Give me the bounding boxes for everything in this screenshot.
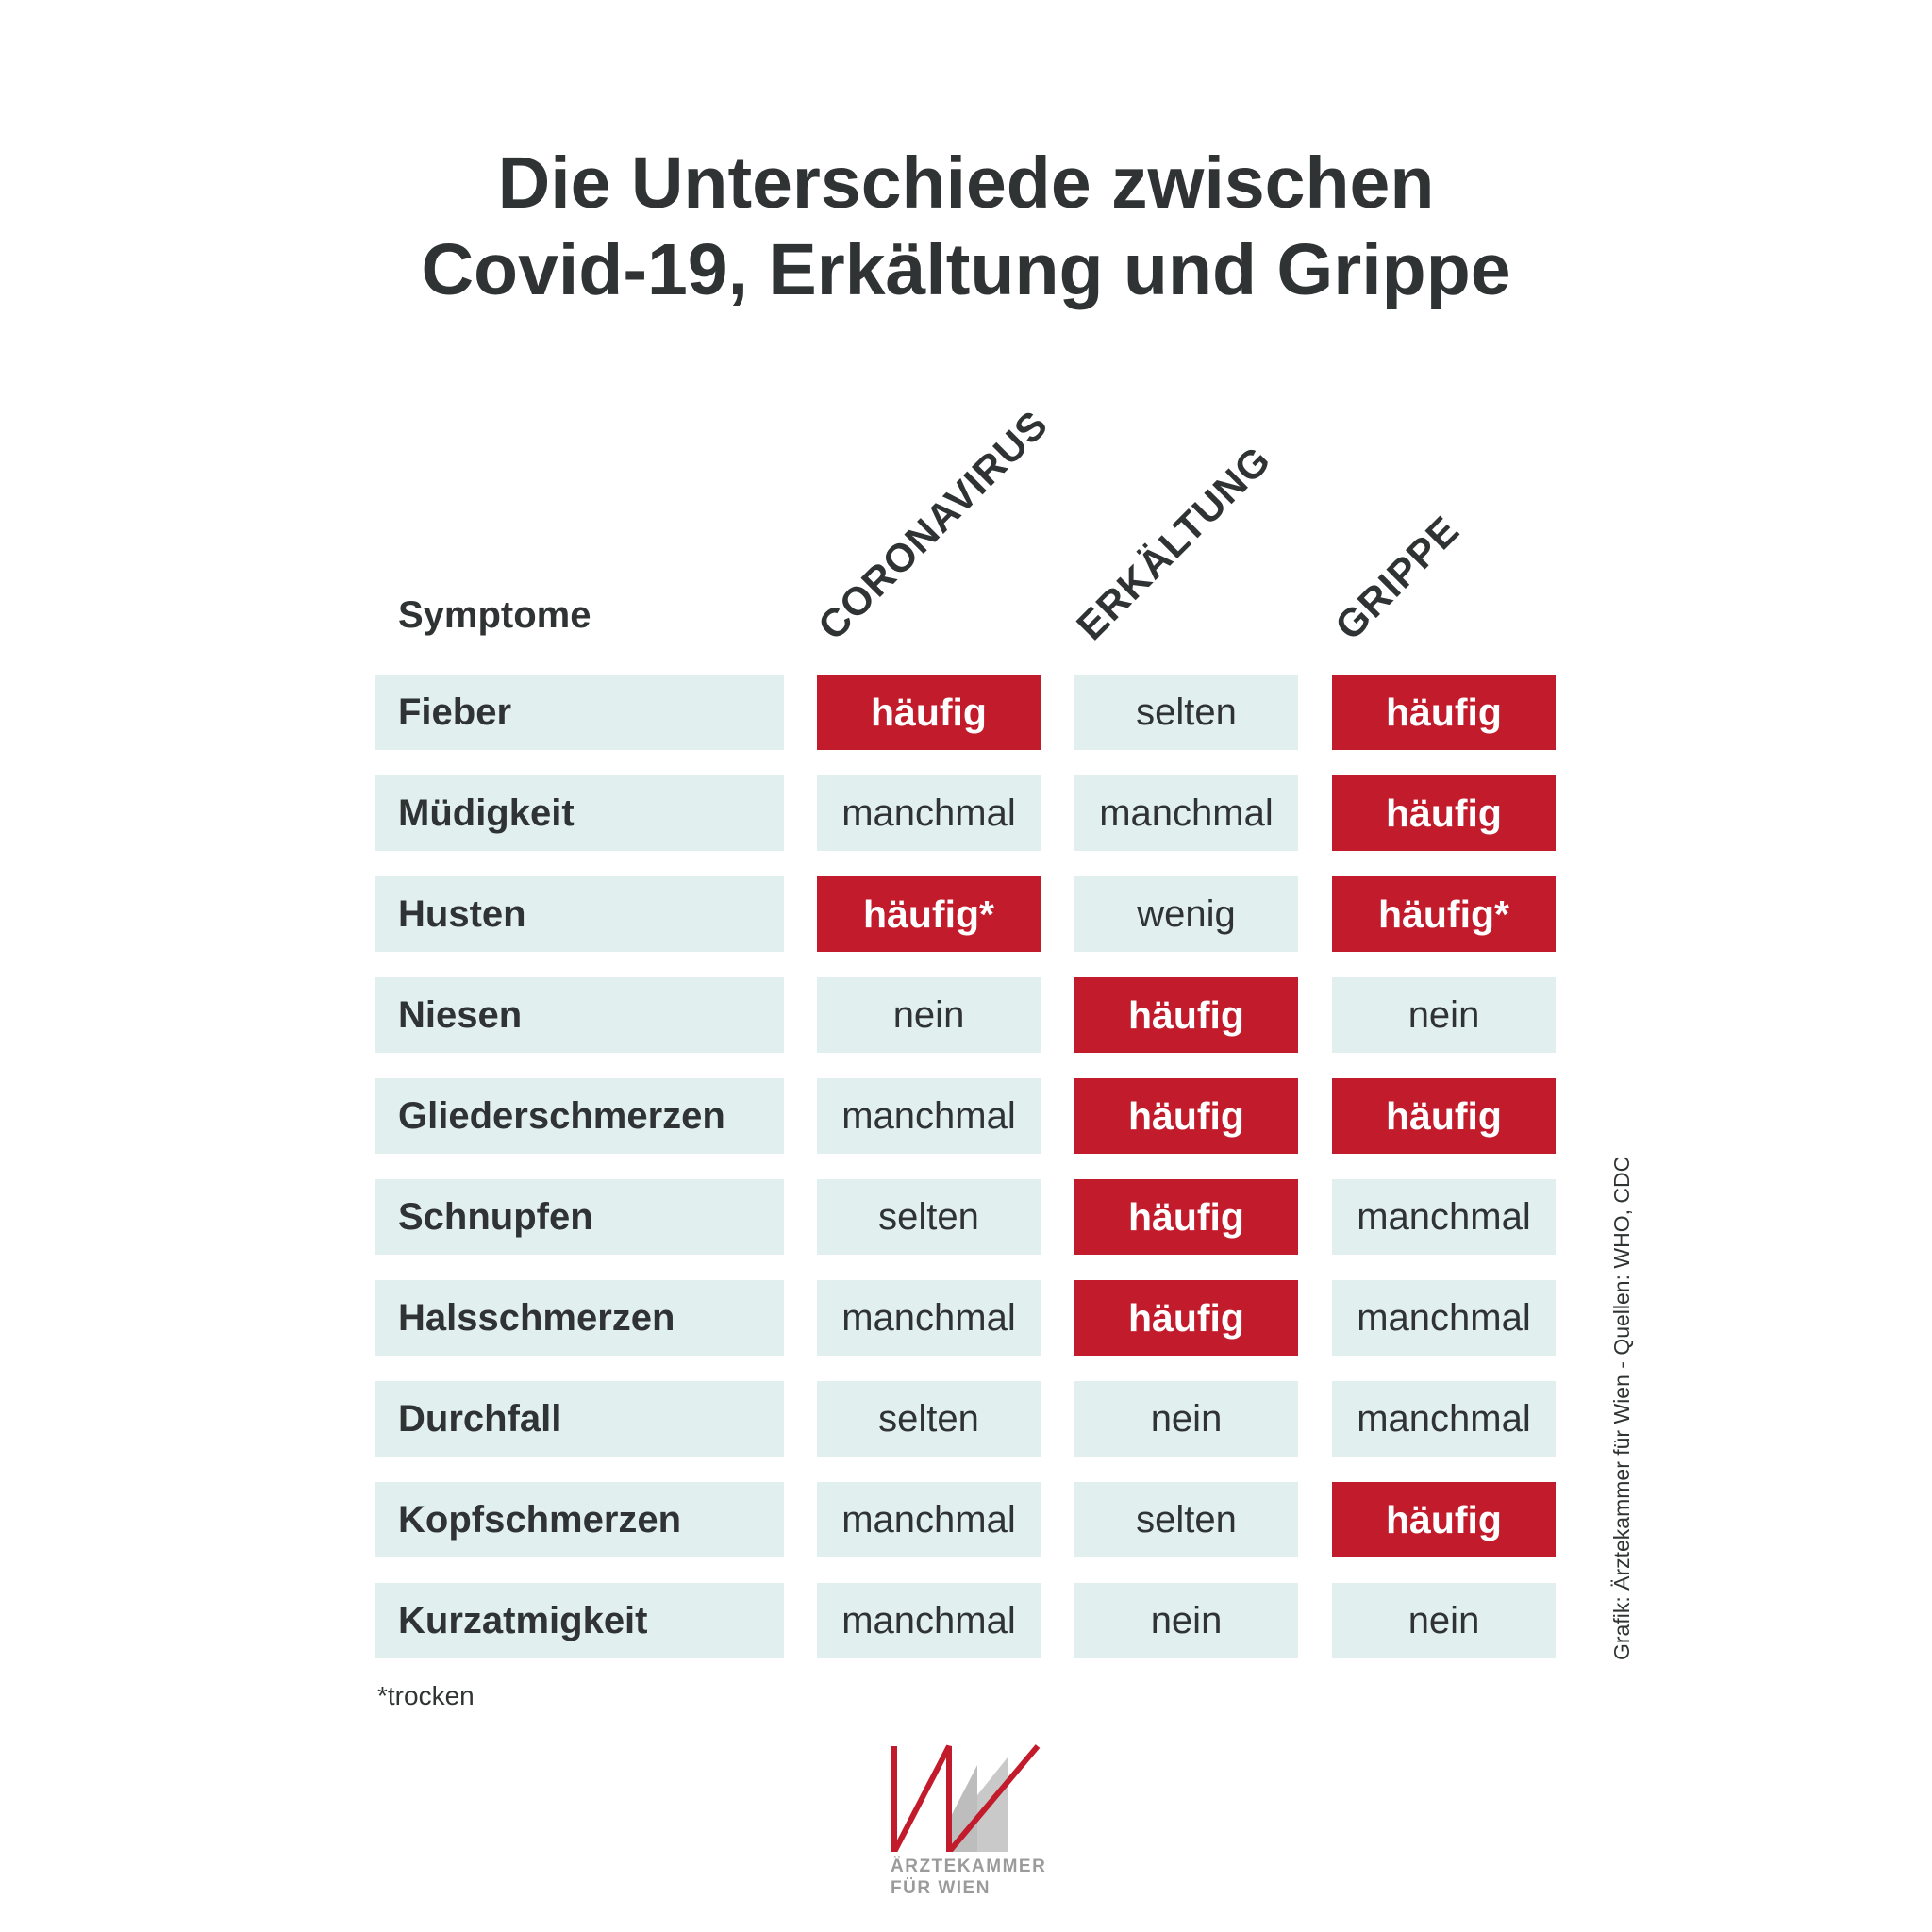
symptom-label: Niesen — [375, 977, 784, 1053]
value-cell-erkaeltung: häufig — [1074, 977, 1298, 1053]
value-cell-grippe: häufig — [1332, 1482, 1556, 1557]
value-cell-coronavirus: häufig — [817, 675, 1041, 750]
logo-text-line-2: FÜR WIEN — [891, 1878, 991, 1898]
value-cell-coronavirus: manchmal — [817, 775, 1041, 851]
title-line-1: Die Unterschiede zwischen — [497, 142, 1435, 224]
value-cell-coronavirus: nein — [817, 977, 1041, 1053]
value-cell-grippe: manchmal — [1332, 1381, 1556, 1457]
column-header-grippe: GRIPPE — [1326, 507, 1468, 649]
value-cell-coronavirus: manchmal — [817, 1583, 1041, 1658]
symptom-label: Fieber — [375, 675, 784, 750]
value-cell-erkaeltung: wenig — [1074, 876, 1298, 952]
value-cell-erkaeltung: häufig — [1074, 1078, 1298, 1154]
value-cell-erkaeltung: häufig — [1074, 1280, 1298, 1356]
value-cell-coronavirus: selten — [817, 1179, 1041, 1255]
value-cell-erkaeltung: selten — [1074, 1482, 1298, 1557]
symptom-label: Halsschmerzen — [375, 1280, 784, 1356]
value-cell-coronavirus: selten — [817, 1381, 1041, 1457]
value-cell-erkaeltung: häufig — [1074, 1179, 1298, 1255]
value-cell-grippe: häufig — [1332, 1078, 1556, 1154]
value-cell-erkaeltung: nein — [1074, 1381, 1298, 1457]
value-cell-grippe: häufig* — [1332, 876, 1556, 952]
footnote: *trocken — [377, 1681, 475, 1710]
value-cell-grippe: manchmal — [1332, 1280, 1556, 1356]
column-header-erkaeltung: ERKÄLTUNG — [1068, 437, 1279, 649]
symptom-label: Kopfschmerzen — [375, 1482, 784, 1557]
value-cell-coronavirus: manchmal — [817, 1078, 1041, 1154]
symptom-label: Schnupfen — [375, 1179, 784, 1255]
aerztekammer-logo-icon — [891, 1739, 1041, 1852]
value-cell-coronavirus: häufig* — [817, 876, 1041, 952]
symptom-label: Gliederschmerzen — [375, 1078, 784, 1154]
symptom-column-header: Symptome — [398, 594, 591, 636]
column-header-coronavirus: CORONAVIRUS — [809, 401, 1057, 649]
value-cell-coronavirus: manchmal — [817, 1482, 1041, 1557]
value-cell-grippe: häufig — [1332, 675, 1556, 750]
value-cell-coronavirus: manchmal — [817, 1280, 1041, 1356]
value-cell-erkaeltung: manchmal — [1074, 775, 1298, 851]
value-cell-grippe: nein — [1332, 1583, 1556, 1658]
title-line-2: Covid-19, Erkältung und Grippe — [421, 229, 1511, 310]
value-cell-erkaeltung: nein — [1074, 1583, 1298, 1658]
source-credit: Grafik: Ärztekammer für Wien - Quellen: WHO, CDC — [1609, 1156, 1634, 1660]
symptom-label: Müdigkeit — [375, 775, 784, 851]
value-cell-grippe: nein — [1332, 977, 1556, 1053]
symptom-label: Kurzatmigkeit — [375, 1583, 784, 1658]
value-cell-erkaeltung: selten — [1074, 675, 1298, 750]
value-cell-grippe: manchmal — [1332, 1179, 1556, 1255]
page-title — [0, 140, 1932, 313]
symptom-label: Durchfall — [375, 1381, 784, 1457]
symptom-label: Husten — [375, 876, 784, 952]
value-cell-grippe: häufig — [1332, 775, 1556, 851]
logo-grey-shape-right — [977, 1757, 1008, 1852]
logo-text-line-1: ÄRZTEKAMMER — [891, 1857, 1047, 1876]
